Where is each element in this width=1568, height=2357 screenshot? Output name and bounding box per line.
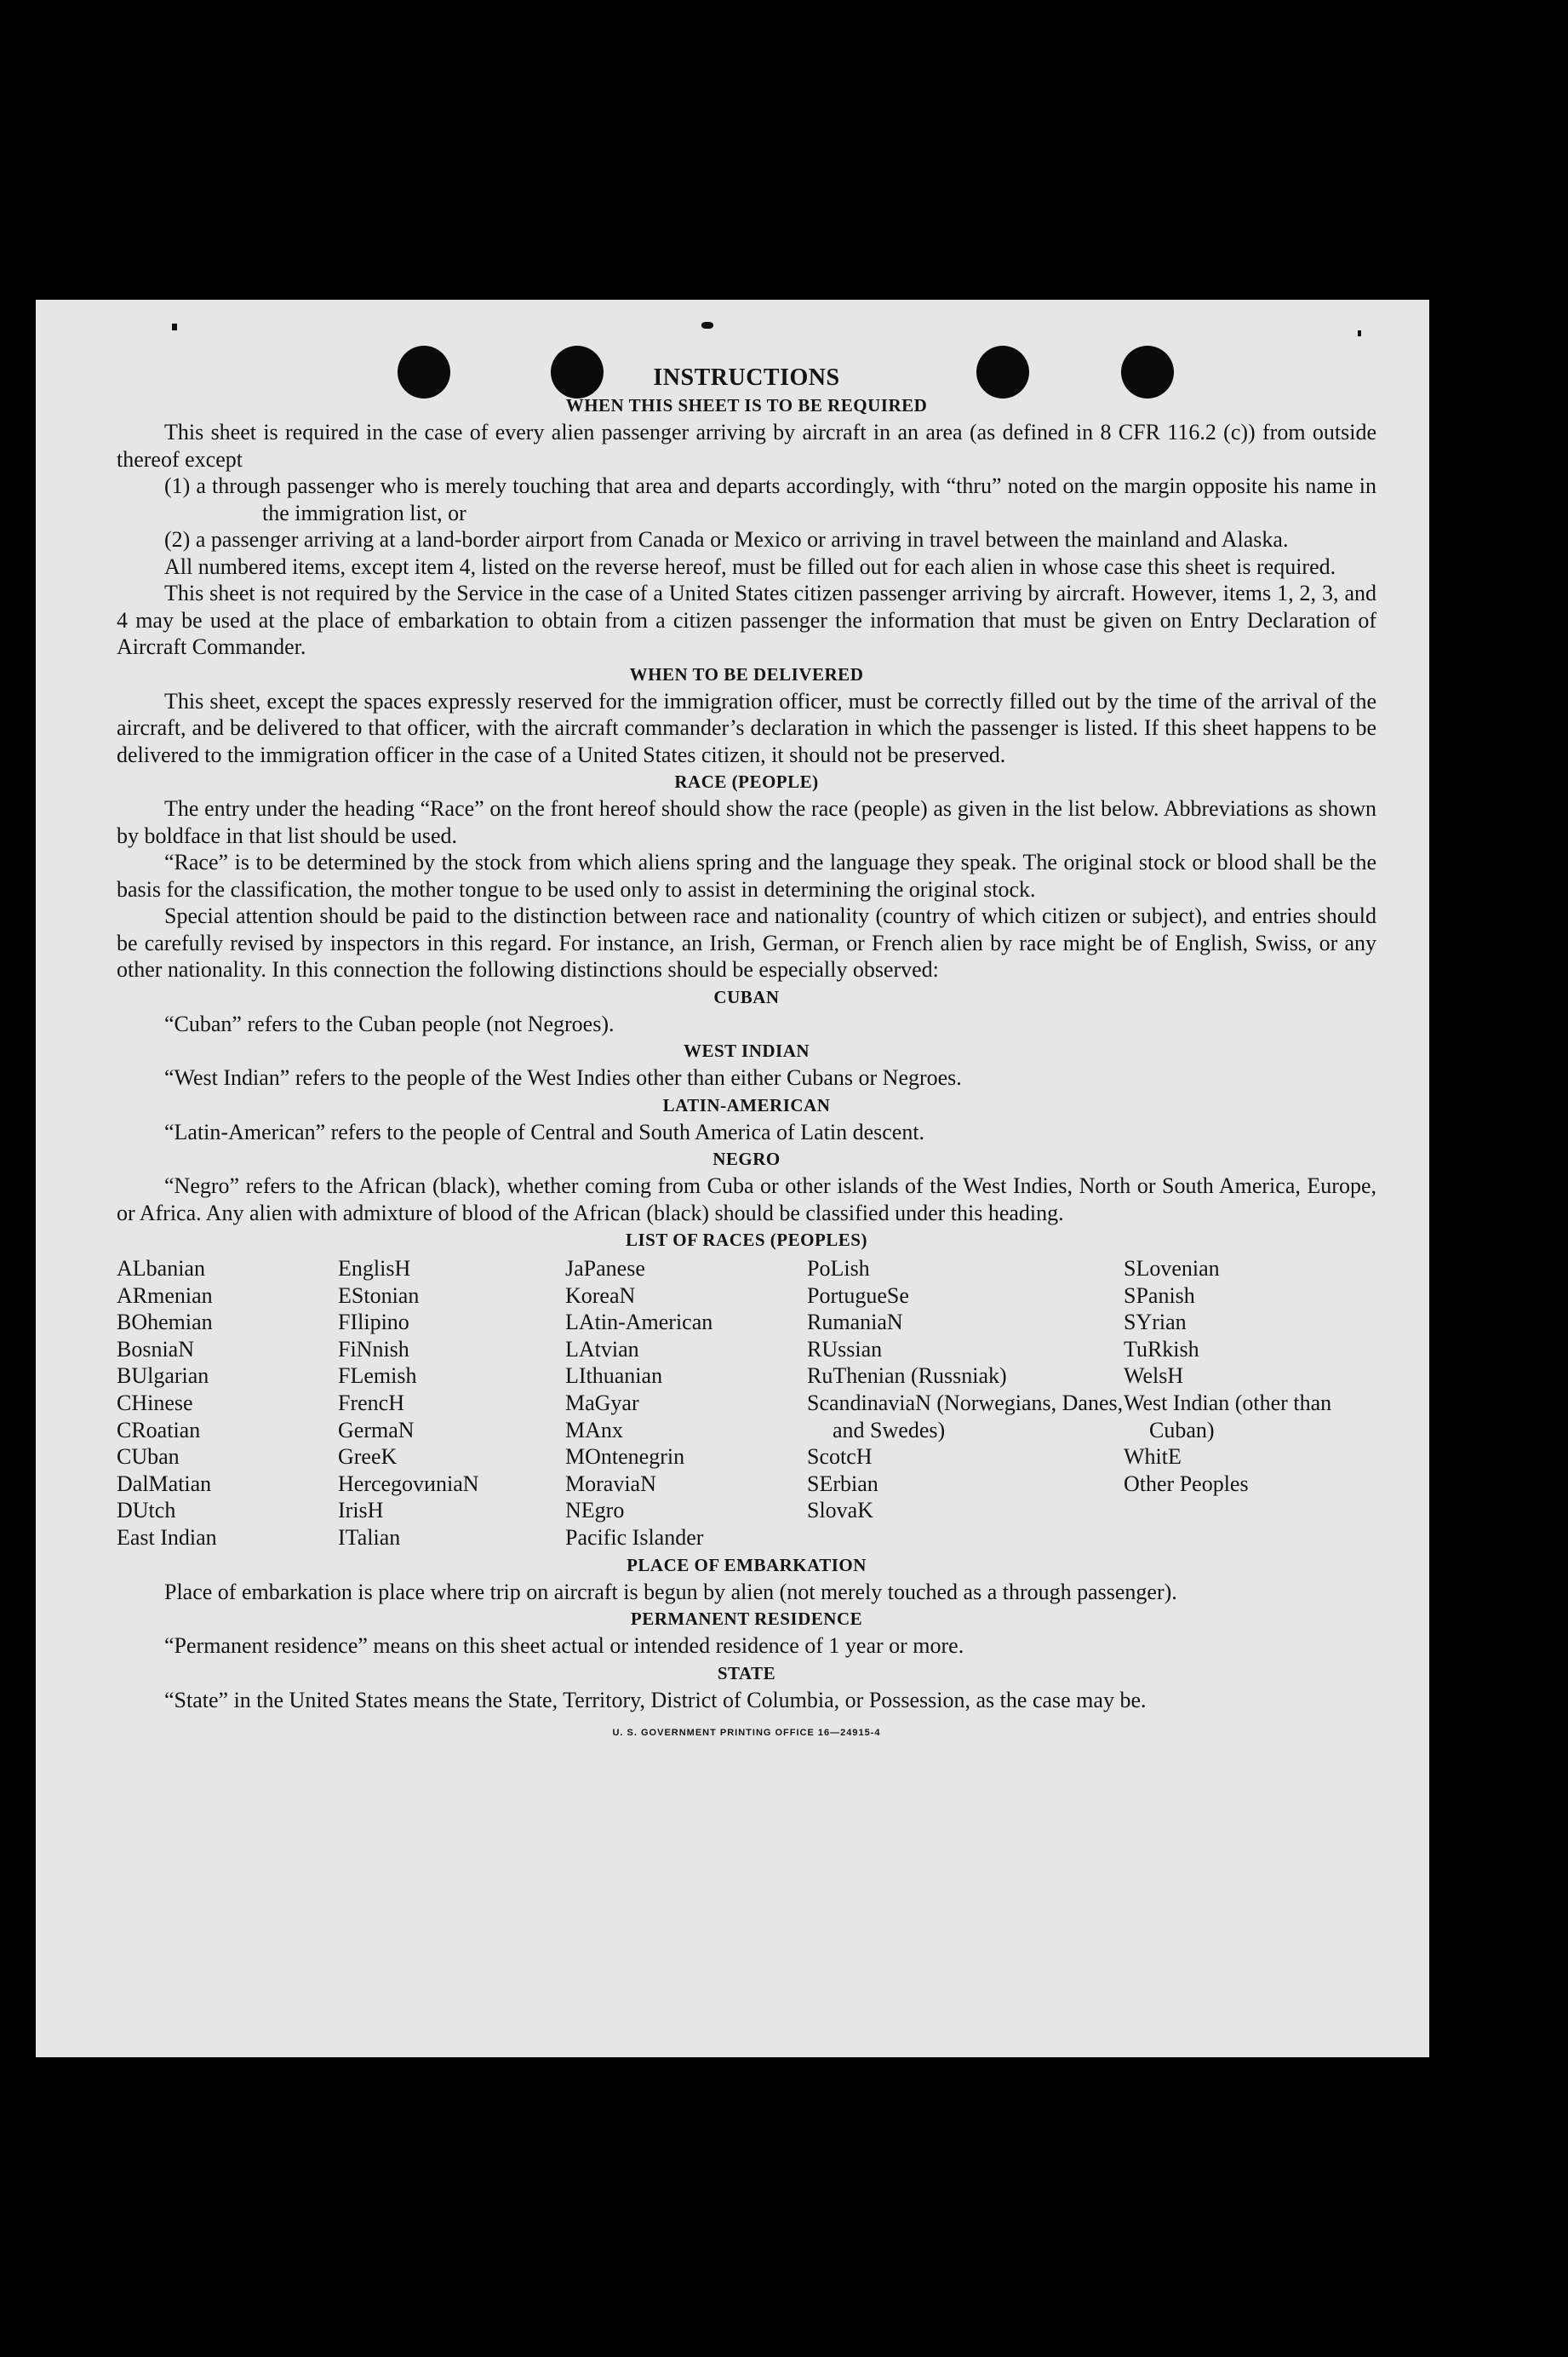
- race-item: West Indian (other than Cuban): [1124, 1390, 1332, 1442]
- race-item: BosniaN: [117, 1336, 194, 1362]
- printer-footer: U. S. GOVERNMENT PRINTING OFFICE 16—24915-4: [612, 1728, 881, 1739]
- section-heading: RACE (PEOPLE): [674, 771, 819, 792]
- race-item: DalMatian: [117, 1471, 212, 1496]
- document-sheet: [36, 300, 1429, 2057]
- race-column: [117, 1255, 338, 1551]
- race-item: ARmenian: [117, 1282, 213, 1308]
- paragraph: All numbered items, except item 4, listed on the reverse hereof, must be filled out for each alien in whose case this sheet is required.: [164, 553, 1336, 579]
- race-item: NEgro: [565, 1498, 625, 1523]
- paragraph: This sheet is required in the case of every alien passenger arriving by aircraft in an area (as defined in 8 CFR 116.2 (c)) from outside thereof except: [117, 420, 1376, 472]
- race-list: [117, 1255, 1376, 1551]
- race-item: CRoatian: [117, 1417, 201, 1442]
- race-item: SErbian: [807, 1471, 878, 1496]
- race-item: GermaN: [338, 1417, 415, 1442]
- section-heading: PLACE OF EMBARKATION: [627, 1554, 867, 1575]
- race-item: GreeK: [338, 1444, 398, 1470]
- race-item: MaGyar: [565, 1390, 639, 1415]
- race-item: SPanish: [1124, 1282, 1195, 1308]
- race-item: FIlipino: [338, 1310, 409, 1335]
- section-heading: LATIN-AMERICAN: [662, 1094, 831, 1115]
- section-heading: STATE: [717, 1662, 776, 1683]
- ink-speck: [701, 322, 713, 329]
- list-item: (1) a through passenger who is merely touching that area and departs accordingly, with “thru” noted on the margin opposite his name in the immigration list, or: [164, 473, 1376, 525]
- race-item: BUlgarian: [117, 1363, 209, 1389]
- race-item: JaPanese: [565, 1256, 645, 1281]
- race-item: LAtin-American: [565, 1310, 713, 1335]
- race-item: DUtch: [117, 1498, 176, 1523]
- paragraph: “Negro” refers to the African (black), whether coming from Cuba or other islands of the West Indies, North or South America, Europe, or Africa. Any alien with admixture of blood of the African (black) should be classified under this heading.: [117, 1173, 1376, 1225]
- section-heading: WHEN TO BE DELIVERED: [629, 663, 864, 685]
- page-title: INSTRUCTIONS: [653, 364, 840, 391]
- race-item: RuThenian (Russniak): [807, 1363, 1007, 1389]
- list-item: (2) a passenger arriving at a land-border airport from Canada or Mexico or arriving in travel between the mainland and Alaska.: [164, 527, 1289, 552]
- race-item: CHinese: [117, 1390, 193, 1415]
- race-item: SLovenian: [1124, 1256, 1220, 1281]
- race-item: MAnx: [565, 1417, 623, 1442]
- section-heading: CUBAN: [713, 986, 780, 1007]
- race-item: LIthuanian: [565, 1363, 663, 1389]
- race-item: ALbanian: [117, 1256, 205, 1281]
- race-column: [338, 1255, 565, 1551]
- race-item: ITalian: [338, 1524, 401, 1550]
- paragraph: This sheet is not required by the Service in the case of a United States citizen passenger arriving by aircraft. However, items 1, 2, 3, and 4 may be used at the place of embarkation to obtain from a citizen passenger the information that must be given on Entry Declaration of Aircraft Commander.: [117, 581, 1376, 659]
- race-item: BOhemian: [117, 1310, 213, 1335]
- paragraph: “Race” is to be determined by the stock from which aliens spring and the language they speak. The original stock or blood shall be the basis for the classification, the mother tongue to be used only to assist in determining the original stock.: [117, 850, 1376, 902]
- race-item: PoLish: [807, 1256, 870, 1281]
- section-heading: PERMANENT RESIDENCE: [630, 1609, 863, 1630]
- race-item: KoreaN: [565, 1282, 636, 1308]
- paragraph: The entry under the heading “Race” on the front hereof should show the race (people) as given in the list below. Abbreviations as shown by boldface in that list should be used.: [117, 796, 1376, 848]
- paragraph: “West Indian” refers to the people of the West Indies other than either Cubans or Negroes.: [164, 1065, 962, 1090]
- race-item: FLemish: [338, 1363, 417, 1389]
- race-item: CUban: [117, 1444, 180, 1470]
- race-column: [807, 1255, 1124, 1551]
- race-column: [1124, 1255, 1376, 1551]
- paragraph: Special attention should be paid to the distinction between race and nationality (country of which citizen or subject), and entries should be carefully revised by inspectors in this regard. For instance, an Irish, German, or French alien by race might be of English, Swiss, or any other nationality. In this connection the following distinctions should be especially observed:: [117, 903, 1376, 982]
- race-item: ScotcH: [807, 1444, 873, 1470]
- race-item: ScandinaviaN (Norwegians, Danes, and Swedes): [807, 1390, 1124, 1442]
- race-item: East Indian: [117, 1524, 217, 1550]
- section-heading: LIST OF RACES (PEOPLES): [626, 1230, 867, 1250]
- race-item: FrencH: [338, 1390, 404, 1415]
- paragraph: This sheet, except the spaces expressly reserved for the immigration officer, must be correctly filled out by the time of the arrival of the aircraft, and be delivered to that officer, with the aircraft commander’s declaration in which the passenger is listed. If this sheet happens to be delivered to the immigration officer in the case of a United States citizen, it should not be preserved.: [117, 688, 1376, 767]
- race-item: IrisH: [338, 1498, 384, 1523]
- race-item: HercegovиniaN: [338, 1471, 479, 1496]
- paragraph: “Latin-American” refers to the people of Central and South America of Latin descent.: [164, 1119, 925, 1144]
- section-heading: WEST INDIAN: [683, 1041, 810, 1061]
- race-item: TuRkish: [1124, 1336, 1199, 1362]
- race-item: MoraviaN: [565, 1471, 656, 1496]
- race-item: RumaniaN: [807, 1310, 903, 1335]
- section-heading: WHEN THIS SHEET IS TO BE REQUIRED: [565, 395, 928, 416]
- race-item: Pacific Islander: [565, 1524, 704, 1550]
- section-heading: NEGRO: [712, 1149, 781, 1169]
- paragraph: “State” in the United States means the State, Territory, District of Columbia, or Possession, as the case may be.: [164, 1687, 1147, 1712]
- race-item: SlovaK: [807, 1498, 873, 1523]
- race-item: FiNnish: [338, 1336, 409, 1362]
- race-item: LAtvian: [565, 1336, 639, 1362]
- ink-speck: [1358, 330, 1361, 336]
- race-item: SYrian: [1124, 1310, 1187, 1335]
- race-item: RUssian: [807, 1336, 883, 1362]
- paragraph: Place of embarkation is place where trip on aircraft is begun by alien (not merely touched as a through passenger).: [164, 1579, 1177, 1604]
- ink-speck: [172, 324, 177, 330]
- race-item: Other Peoples: [1124, 1471, 1249, 1496]
- paragraph: “Permanent residence” means on this sheet actual or intended residence of 1 year or more.: [164, 1633, 964, 1659]
- race-item: EnglisH: [338, 1256, 411, 1281]
- race-item: WelsH: [1124, 1363, 1184, 1389]
- paragraph: “Cuban” refers to the Cuban people (not Negroes).: [164, 1011, 615, 1036]
- race-item: PortugueSe: [807, 1282, 909, 1308]
- race-column: [565, 1255, 807, 1551]
- race-item: WhitE: [1124, 1444, 1182, 1470]
- race-item: MOntenegrin: [565, 1444, 685, 1470]
- race-item: EStonian: [338, 1282, 420, 1308]
